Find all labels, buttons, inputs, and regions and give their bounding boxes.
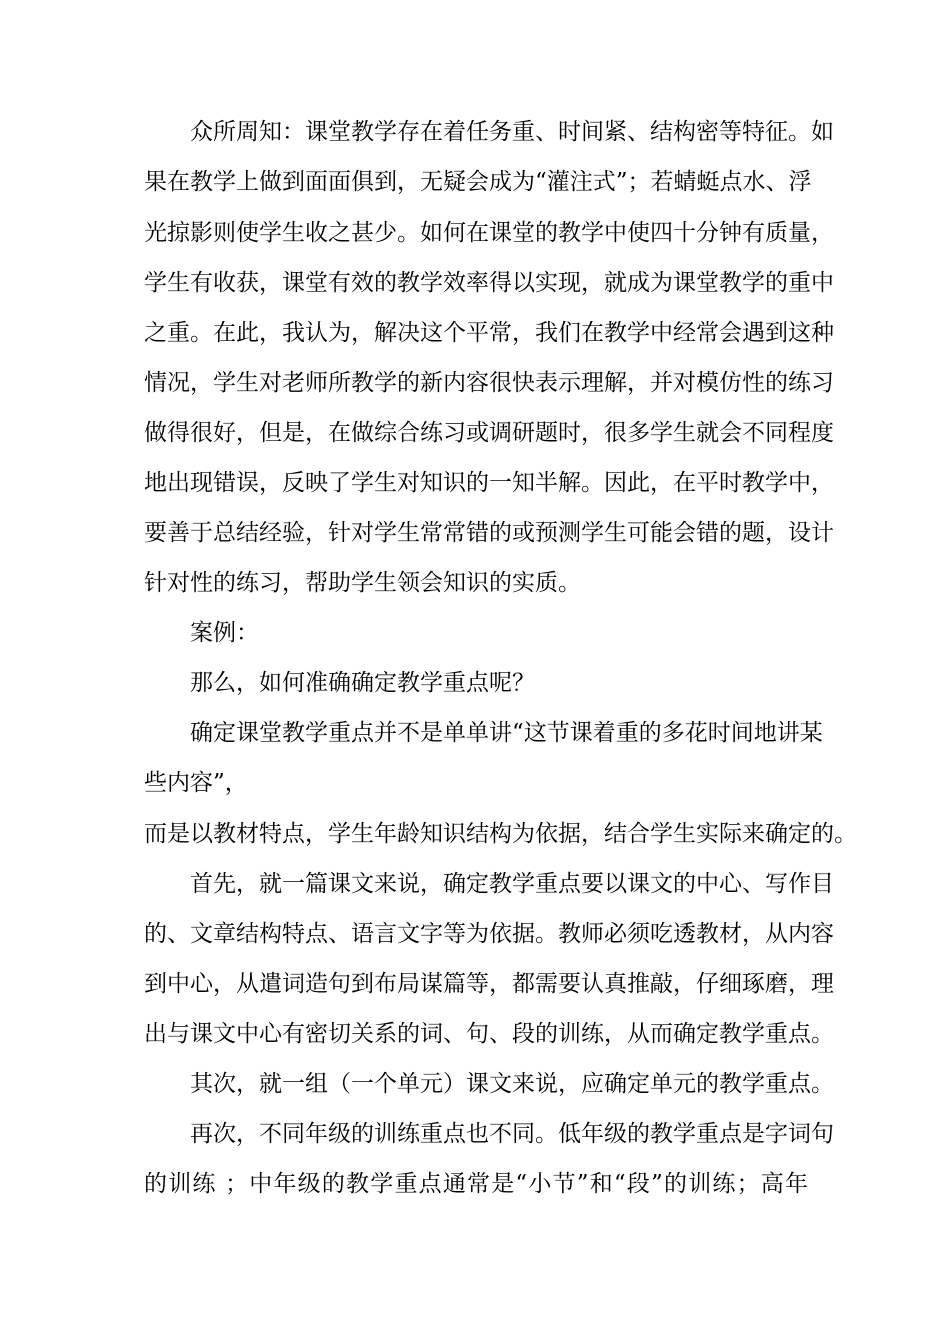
- paragraph-line: 做得很好，但是，在做综合练习或调研题时，很多学生就会不同程度: [144, 420, 834, 446]
- paragraph-line: 的、文章结构特点、语言文字等为依据。教师必须吃透教材，从内容: [144, 921, 834, 947]
- paragraph-line: 学生有收获，课堂有效的教学效率得以实现，就成为课堂教学的重中: [144, 270, 834, 296]
- paragraph-line: 而是以教材特点，学生年龄知识结构为依据，结合学生实际来确定的。: [144, 821, 857, 847]
- paragraph-line: 到中心，从遣词造句到布局谋篇等，都需要认真推敲，仔细琢磨，理: [144, 971, 834, 997]
- paragraph-line: 首先，就一篇课文来说，确定教学重点要以课文的中心、写作目: [190, 871, 834, 897]
- paragraph-line: 地出现错误，反映了学生对知识的一知半解。因此，在平时教学中，: [144, 470, 834, 496]
- paragraph-line: 众所周知：课堂教学存在着任务重、时间紧、结构密等特征。如: [190, 119, 834, 145]
- paragraph-line: 再次，不同年级的训练重点也不同。低年级的教学重点是字词句: [190, 1121, 834, 1147]
- paragraph-line: 果在教学上做到面面俱到，无疑会成为“灌注式”；若蜻蜓点水、浮: [144, 169, 812, 195]
- case-heading: 案例：: [190, 620, 259, 646]
- paragraph-line: 针对性的练习，帮助学生领会知识的实质。: [144, 570, 581, 596]
- paragraph-line: 光掠影则使学生收之甚少。如何在课堂的教学中使四十分钟有质量，: [144, 220, 834, 246]
- paragraph-line: 的训练 ；中年级的教学重点通常是“小节”和“段”的训练；高年: [144, 1171, 808, 1197]
- paragraph-line: 情况，学生对老师所教学的新内容很快表示理解，并对模仿性的练习: [144, 370, 834, 396]
- paragraph-line: 出与课文中心有密切关系的词、句、段的训练，从而确定教学重点。: [144, 1021, 834, 1047]
- paragraph-line: 其次，就一组（一个单元）课文来说，应确定单元的教学重点。: [190, 1071, 834, 1097]
- paragraph-line: 要善于总结经验，针对学生常常错的或预测学生可能会错的题，设计: [144, 520, 834, 546]
- paragraph-line: 之重。在此，我认为，解决这个平常，我们在教学中经常会遇到这种: [144, 320, 834, 346]
- paragraph-line: 确定课堂教学重点并不是单单讲“这节课着重的多花时间地讲某: [190, 720, 823, 746]
- question-line: 那么，如何准确确定教学重点呢？: [190, 670, 535, 696]
- paragraph-line: 些内容”，: [144, 770, 248, 796]
